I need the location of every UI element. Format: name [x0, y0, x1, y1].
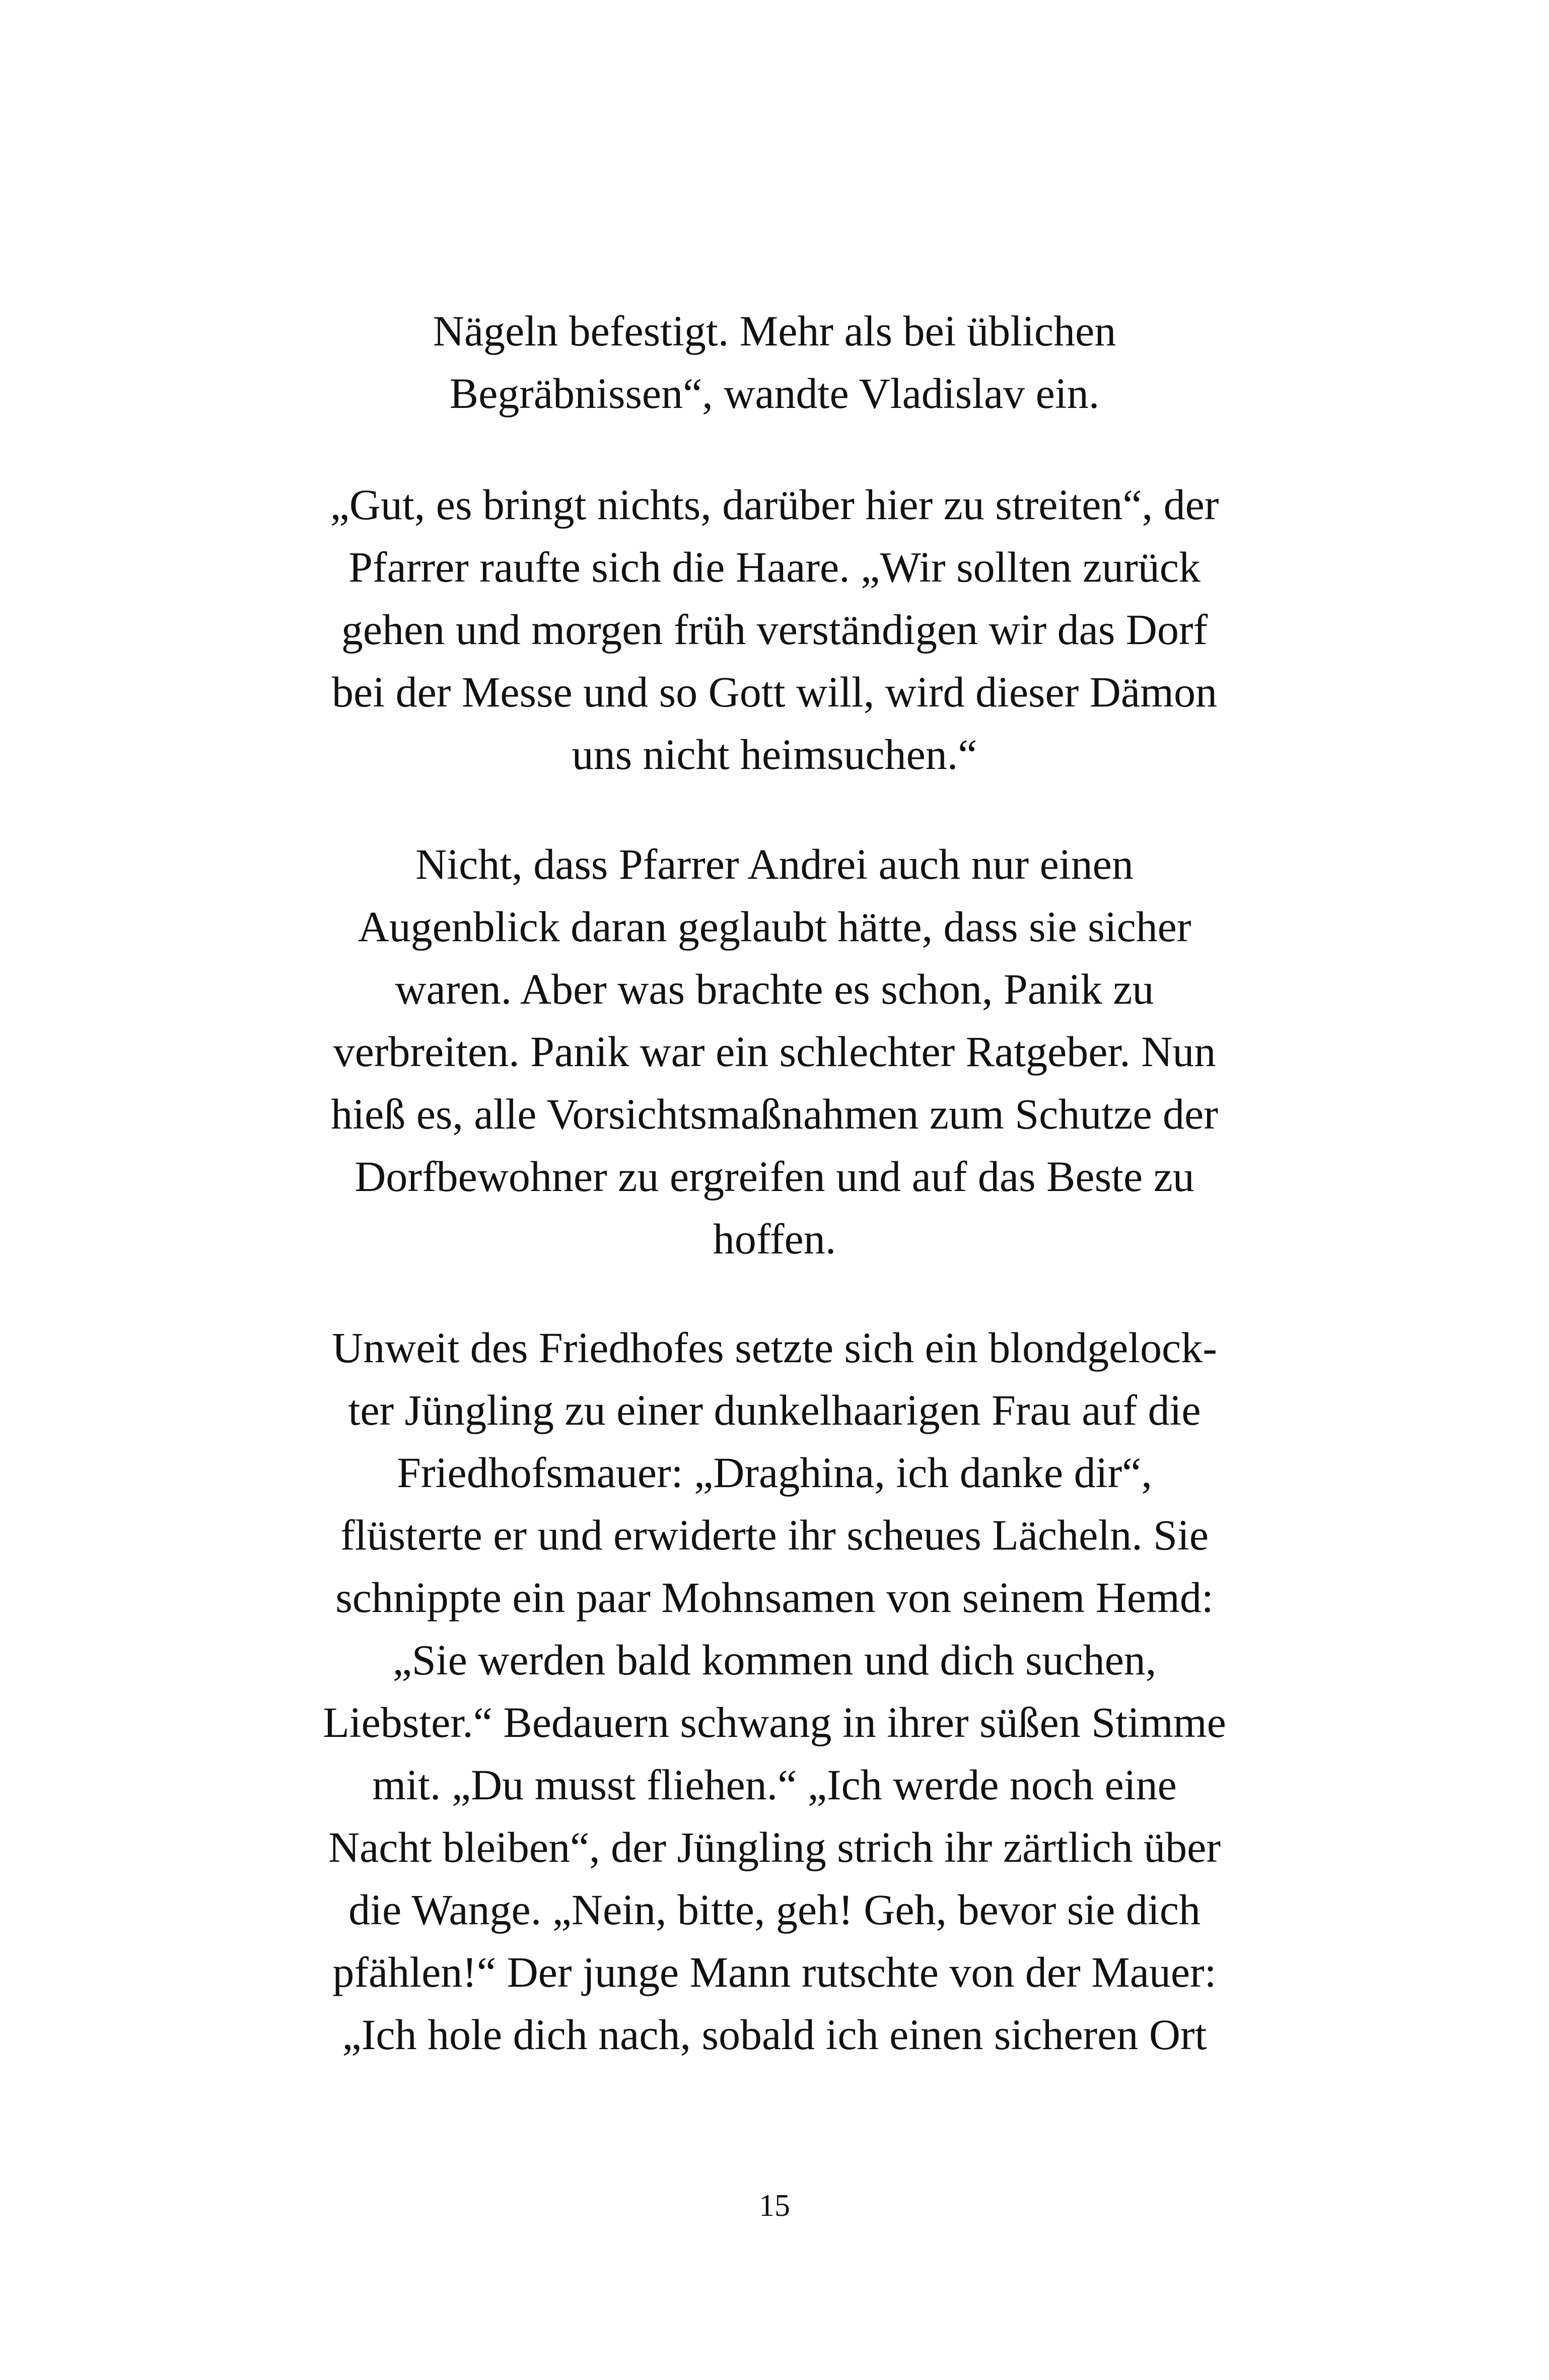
text-line: „Gut, es bringt nichts, darüber hier zu streiten“, der [330, 480, 1219, 529]
text-line: mit. „Du musst fliehen.“ „Ich werde noch eine [372, 1761, 1177, 1809]
text-line: Liebster.“ Bedauern schwang in ihrer süßen Stimme [323, 1698, 1226, 1746]
paragraph-4 [237, 1316, 1312, 2066]
text-line: hieß es, alle Vorsichtsmaßnahmen zum Schutze der [331, 1090, 1218, 1138]
text-line: ter Jüngling zu einer dunkelhaarigen Frau auf die [348, 1386, 1201, 1434]
text-line: Nägeln befestigt. Mehr als bei üblichen [433, 307, 1116, 355]
text-line: verbreiten. Panik war ein schlechter Ratgeber. Nun [333, 1027, 1216, 1076]
text-line: flüsterte er und erwiderte ihr scheues Lächeln. Sie [340, 1511, 1209, 1559]
text-line: „Sie werden bald kommen und dich suchen, [392, 1636, 1157, 1684]
text-line: die Wange. „Nein, bitte, geh! Geh, bevor sie dich [348, 1885, 1201, 1934]
text-line: Friedhofsmauer: „Draghina, ich danke dir“, [397, 1448, 1152, 1497]
paragraph-1 [237, 300, 1312, 425]
text-line: Unweit des Friedhofes setzte sich ein blondgelock- [332, 1323, 1217, 1372]
page-number: 15 [759, 2189, 790, 2223]
text-line: pfählen!“ Der junge Mann rutschte von der Mauer: [332, 1948, 1217, 1996]
paragraph-2 [237, 473, 1312, 786]
text-line: Nacht bleiben“, der Jüngling strich ihr zärtlich über [328, 1823, 1221, 1871]
text-line: Dorfbewohner zu ergreifen und auf das Beste zu [355, 1152, 1194, 1201]
text-line: hoffen. [713, 1215, 836, 1263]
text-line: Pfarrer raufte sich die Haare. „Wir sollten zurück [348, 543, 1201, 591]
text-line: Nicht, dass Pfarrer Andrei auch nur einen [415, 840, 1134, 888]
text-line: gehen und morgen früh verständigen wir das Dorf [341, 605, 1208, 654]
text-line: Begräbnissen“, wandte Vladislav ein. [449, 369, 1100, 417]
text-line: uns nicht heimsuchen.“ [572, 730, 977, 779]
paragraph-3 [237, 833, 1312, 1270]
text-line: Augenblick daran geglaubt hätte, dass sie sicher [358, 902, 1191, 951]
text-line: waren. Aber was brachte es schon, Panik zu [395, 965, 1154, 1013]
text-line: bei der Messe und so Gott will, wird dieser Dämon [332, 668, 1217, 716]
text-line: schnippte ein paar Mohnsamen von seinem Hemd: [335, 1573, 1214, 1622]
text-line: „Ich hole dich nach, sobald ich einen sicheren Ort [342, 2010, 1207, 2059]
